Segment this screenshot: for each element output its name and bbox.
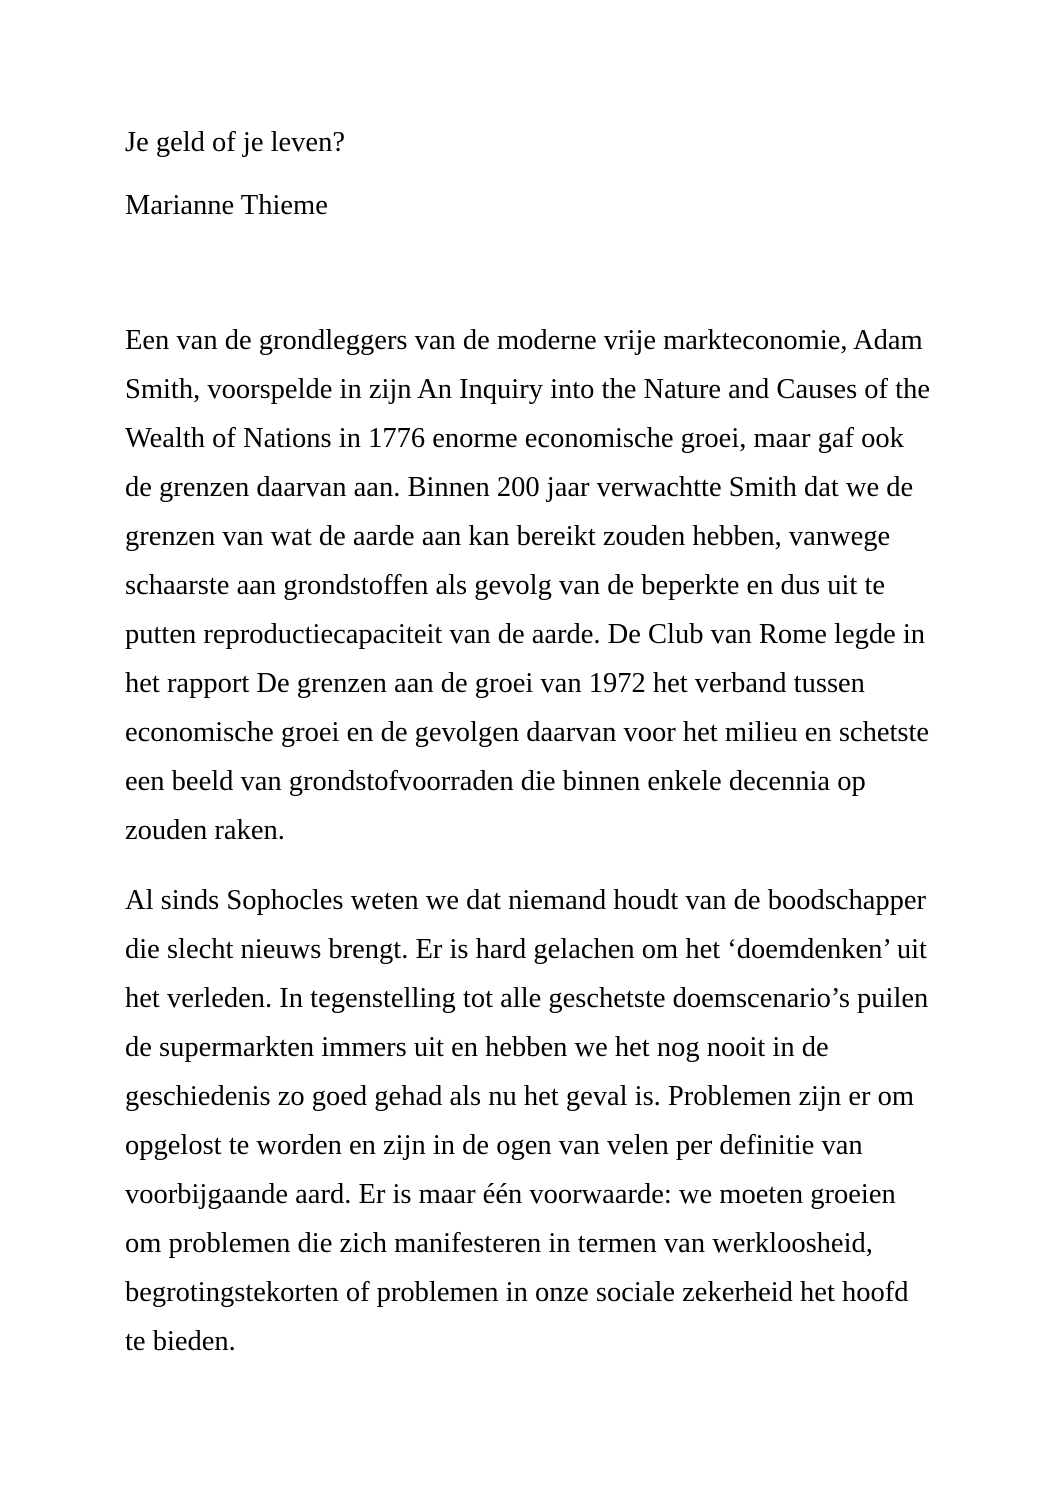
text-line: te bieden. — [125, 1326, 236, 1357]
document-title: Je geld of je leven? — [125, 127, 345, 158]
paragraph-2 — [125, 876, 938, 1366]
text-line: opgelost te worden en zijn in de ogen van velen per definitie van — [125, 1130, 863, 1161]
text-line: economische groei en de gevolgen daarvan voor het milieu en schetste — [125, 717, 930, 748]
text-line: die slecht nieuws brengt. Er is hard gelachen om het ‘doemdenken’ uit — [125, 934, 927, 965]
text-line: Een van de grondleggers van de moderne vrije markteconomie, Adam — [125, 325, 923, 356]
text-line: geschiedenis zo goed gehad als nu het geval is. Problemen zijn er om — [125, 1081, 915, 1112]
text-line: zouden raken. — [125, 815, 285, 846]
text-line: schaarste aan grondstoffen als gevolg van de beperkte en dus uit te — [125, 570, 886, 601]
text-line: de supermarkten immers uit en hebben we het nog nooit in de — [125, 1032, 829, 1063]
text-line: de grenzen daarvan aan. Binnen 200 jaar verwachtte Smith dat we de — [125, 472, 914, 503]
text-line: een beeld van grondstofvoorraden die binnen enkele decennia op — [125, 766, 866, 797]
text-line: om problemen die zich manifesteren in termen van werkloosheid, — [125, 1228, 873, 1259]
text-line: grenzen van wat de aarde aan kan bereikt zouden hebben, vanwege — [125, 521, 891, 552]
text-line: voorbijgaande aard. Er is maar één voorwaarde: we moeten groeien — [125, 1179, 896, 1210]
text-line: begrotingstekorten of problemen in onze sociale zekerheid het hoofd — [125, 1277, 909, 1308]
text-line: Wealth of Nations in 1776 enorme economische groei, maar gaf ook — [125, 423, 904, 454]
text-line: het verleden. In tegenstelling tot alle geschetste doemscenario’s puilen — [125, 983, 929, 1014]
text-line: Al sinds Sophocles weten we dat niemand houdt van de boodschapper — [125, 885, 926, 916]
text-line: putten reproductiecapaciteit van de aarde. De Club van Rome legde in — [125, 619, 926, 650]
text-line: het rapport De grenzen aan de groei van 1972 het verband tussen — [125, 668, 865, 699]
paragraph-1 — [125, 316, 938, 855]
document-author: Marianne Thieme — [125, 190, 328, 221]
text-line: Smith, voorspelde in zijn An Inquiry into the Nature and Causes of the — [125, 374, 930, 405]
